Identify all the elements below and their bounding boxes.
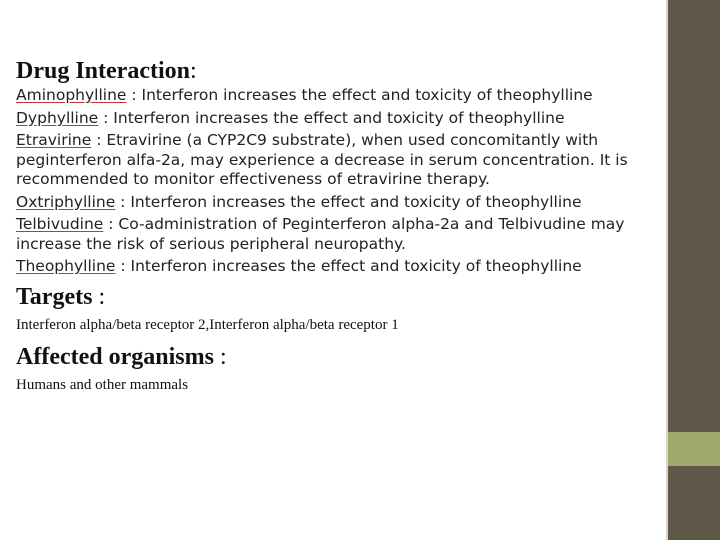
interaction-item-dyphylline <box>16 109 656 129</box>
interaction-item-oxtriphylline <box>16 193 656 213</box>
drug-interaction-colon: : <box>189 58 197 84</box>
affected-organisms-text: Humans and other mammals <box>16 376 189 393</box>
drug-link-dyphylline[interactable]: Dyphylline <box>16 108 99 127</box>
interaction-item-telbivudine <box>16 215 656 254</box>
interaction-list <box>16 86 656 277</box>
drug-link-aminophylline[interactable]: Aminophylline <box>16 86 127 104</box>
affected-organisms-title: Affected organisms <box>16 343 214 370</box>
interaction-text: : Interferon increases the effect and toxicity of theophylline <box>98 108 565 127</box>
interaction-text: : Interferon increases the effect and toxicity of theophylline <box>115 257 582 275</box>
drug-link-telbivudine[interactable]: Telbivudine <box>16 215 104 233</box>
targets-text: Interferon alpha/beta receptor 2,Interferon alpha/beta receptor 1 <box>16 316 399 333</box>
drug-interaction-heading <box>16 56 656 86</box>
interaction-text: : Interferon increases the effect and toxicity of theophylline <box>115 192 582 211</box>
drug-link-oxtriphylline[interactable]: Oxtriphylline <box>16 192 116 211</box>
drug-interaction-title: Drug Interaction <box>16 58 190 84</box>
interaction-text: : Etravirine (a CYP2C9 substrate), when used concomitantly with peginterferon alfa-2a, may experience a decrease in serum concentration. It is recommended to monitor effectiveness of etravirine therapy. <box>16 131 628 188</box>
sidebar-accent-block <box>668 432 720 466</box>
targets-heading <box>16 283 656 311</box>
drug-link-theophylline[interactable]: Theophylline <box>16 257 116 275</box>
affected-organisms-heading <box>16 343 656 371</box>
interaction-text: : Interferon increases the effect and toxicity of theophylline <box>126 86 593 104</box>
drug-link-etravirine[interactable]: Etravirine <box>16 131 92 149</box>
interaction-text: : Co-administration of Peginterferon alpha-2a and Telbivudine may increase the risk of serious peripheral neuropathy. <box>16 215 625 253</box>
interaction-item-theophylline <box>16 257 656 277</box>
targets-title: Targets <box>16 283 93 310</box>
targets-colon: : <box>98 283 106 310</box>
interaction-item-etravirine <box>16 131 656 190</box>
interaction-item-aminophylline <box>16 86 656 106</box>
slide-content <box>16 56 656 403</box>
affected-organisms-colon: : <box>219 343 227 370</box>
